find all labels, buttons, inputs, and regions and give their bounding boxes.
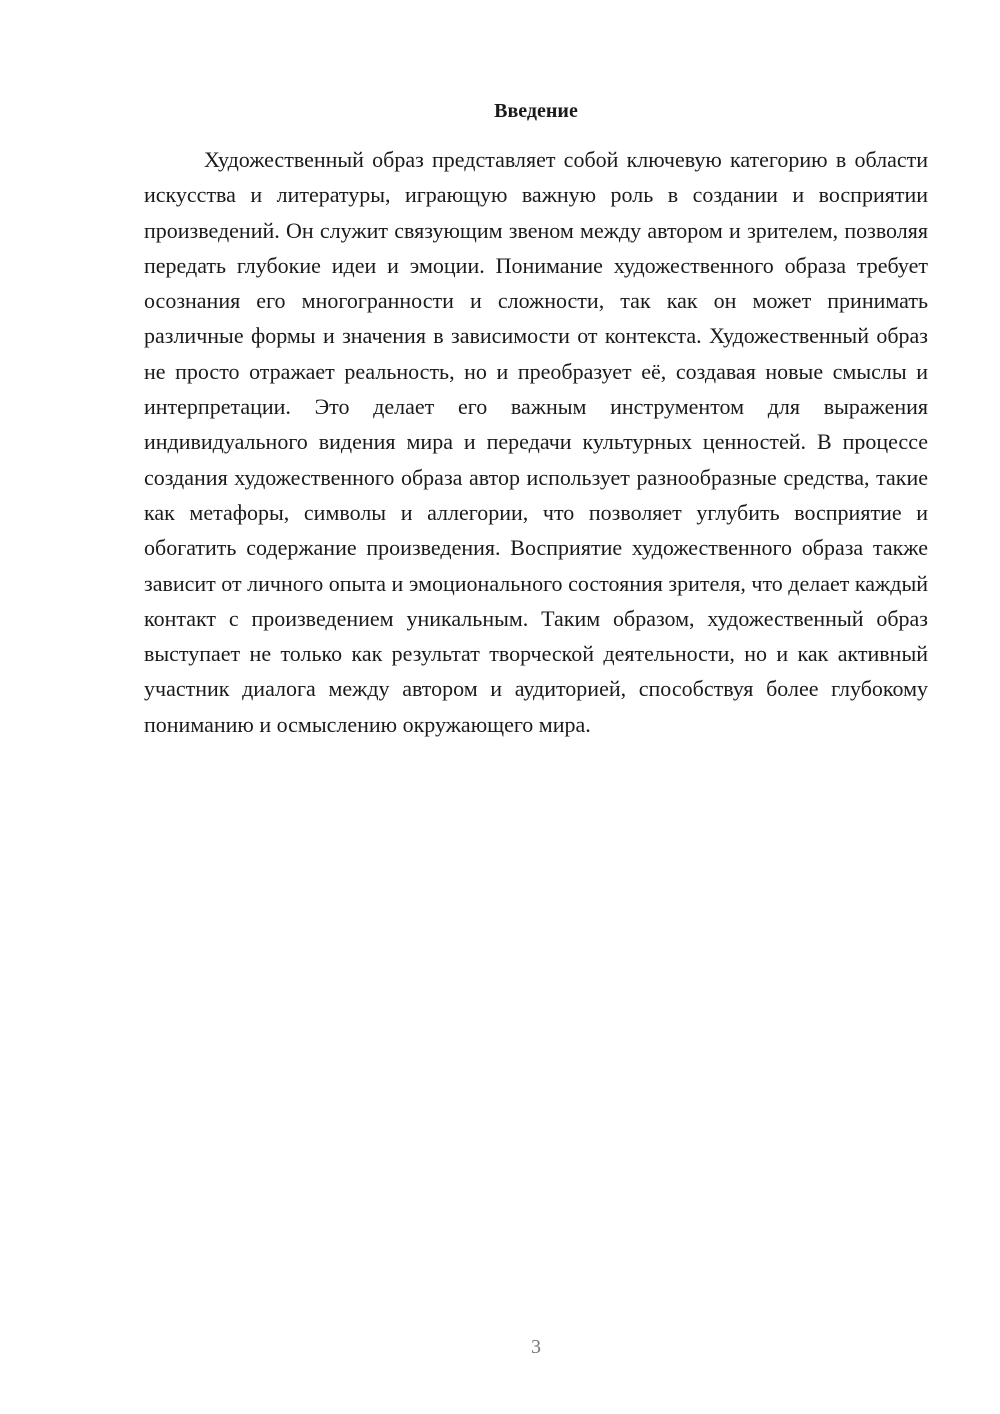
page-number: 3 [531, 1336, 541, 1358]
body-paragraph: Художественный образ представляет собой ключевую категорию в области искусства и литературы, играющую важную роль в создании и восприятии произведений. Он служит связующим звеном между автором и зрителем, позволяя передать глубокие идеи и эмоции. Понимание художественного образа требует осознания его многогранности и сложности, так как он может принимать различные формы и значения в зависимости от контекста. Художественный образ не просто отражает реальность, но и преобразует её, создавая новые смыслы и интерпретации. Это делает его важным инструментом для выражения индивидуального видения мира и передачи культурных ценностей. В процессе создания художественного образа автор использует разнообразные средства, такие как метафоры, символы и аллегории, что позволяет углубить восприятие и обогатить содержание произведения. Восприятие художественного образа также зависит от личного опыта и эмоционального состояния зрителя, что делает каждый контакт с произведением уникальным. Таким образом, художественный образ выступает не только как результат творческой деятельности, но и как активный участник диалога между автором и аудиторией, способствуя более глубокому пониманию и осмыслению окружающего мира. [144, 147, 928, 737]
section-heading: Введение [494, 100, 578, 122]
